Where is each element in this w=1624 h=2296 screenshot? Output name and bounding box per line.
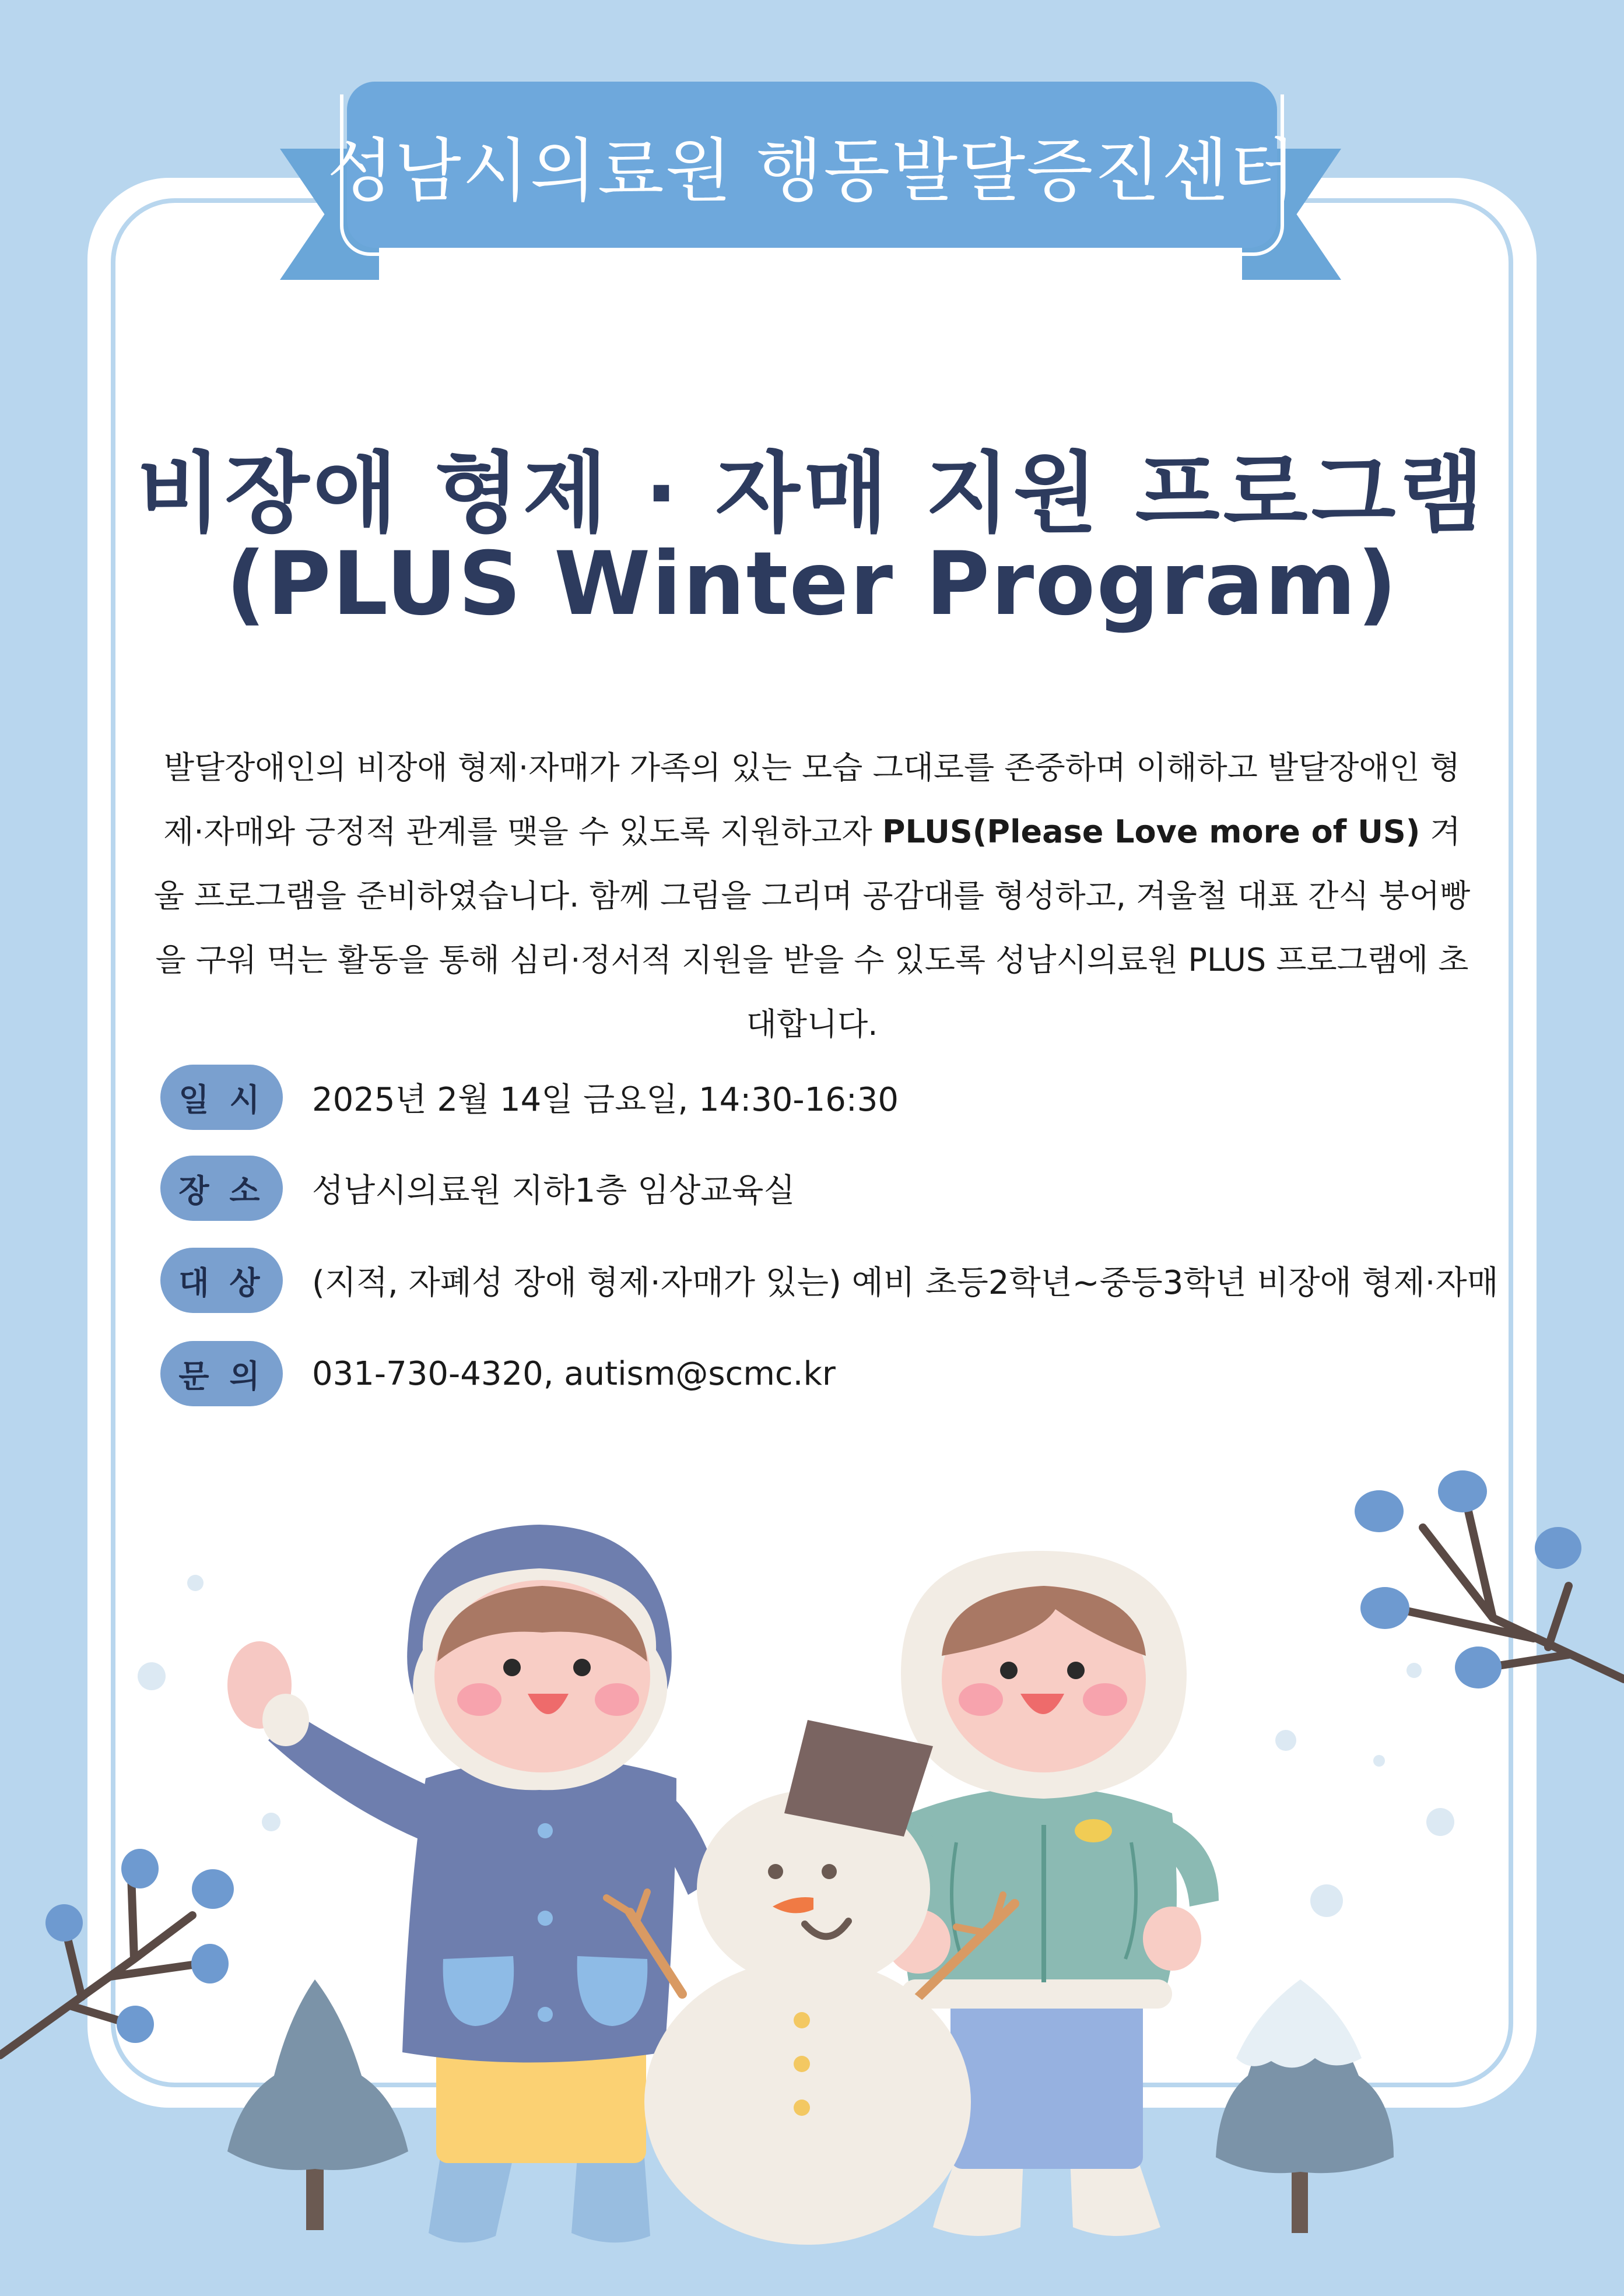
place-badge: 장 소: [160, 1156, 283, 1221]
info-row-place: [160, 1156, 795, 1221]
target-badge: 대 상: [160, 1248, 283, 1313]
program-title: 비장애 형제 · 자매 지원 프로그램: [136, 443, 1488, 545]
info-row-target: [160, 1248, 1499, 1313]
contact-badge: 문 의: [160, 1341, 283, 1406]
info-row-contact: [160, 1341, 836, 1406]
intro-text-after: 겨울 프로그램을 준비하였습니다. 함께 그림을 그리며 공감대를 형성하고, 겨울철 대표 간식 붕어빵을 구워 먹는 활동을 통해 심리·정서적 지원을 받을 수 있도록 성남시의료원 PLUS 프로그램에 초대합니다.: [153, 813, 1471, 1042]
program-subtitle: (PLUS Winter Program): [226, 533, 1398, 635]
place-value: 성남시의료원 지하1층 임상교육실: [312, 1172, 795, 1210]
intro-paragraph: [149, 736, 1475, 1056]
target-value: (지적, 자폐성 장애 형제·자매가 있는) 예비 초등2학년~중등3학년 비장애 형제·자매: [312, 1264, 1499, 1302]
intro-text-before: 발달장애인의 비장애 형제·자매가 가족의 있는 모습 그대로를 존중하며 이해하고 발달장애인 형제·자매와 긍정적 관계를 맺을 수 있도록 지원하고자: [163, 749, 1461, 850]
date-badge: 일 시: [160, 1065, 283, 1130]
intro-text-bold: PLUS(Please Love more of US): [882, 813, 1420, 850]
info-row-date: [160, 1065, 899, 1130]
header-ribbon: [327, 82, 1297, 248]
date-value: 2025년 2월 14일 금요일, 14:30-16:30: [312, 1081, 899, 1119]
contact-value: 031-730-4320, autism@scmc.kr: [312, 1354, 836, 1393]
ground-snow: [0, 2204, 1624, 2296]
ribbon-title: 성남시의료원 행동발달증진센터: [327, 130, 1297, 211]
